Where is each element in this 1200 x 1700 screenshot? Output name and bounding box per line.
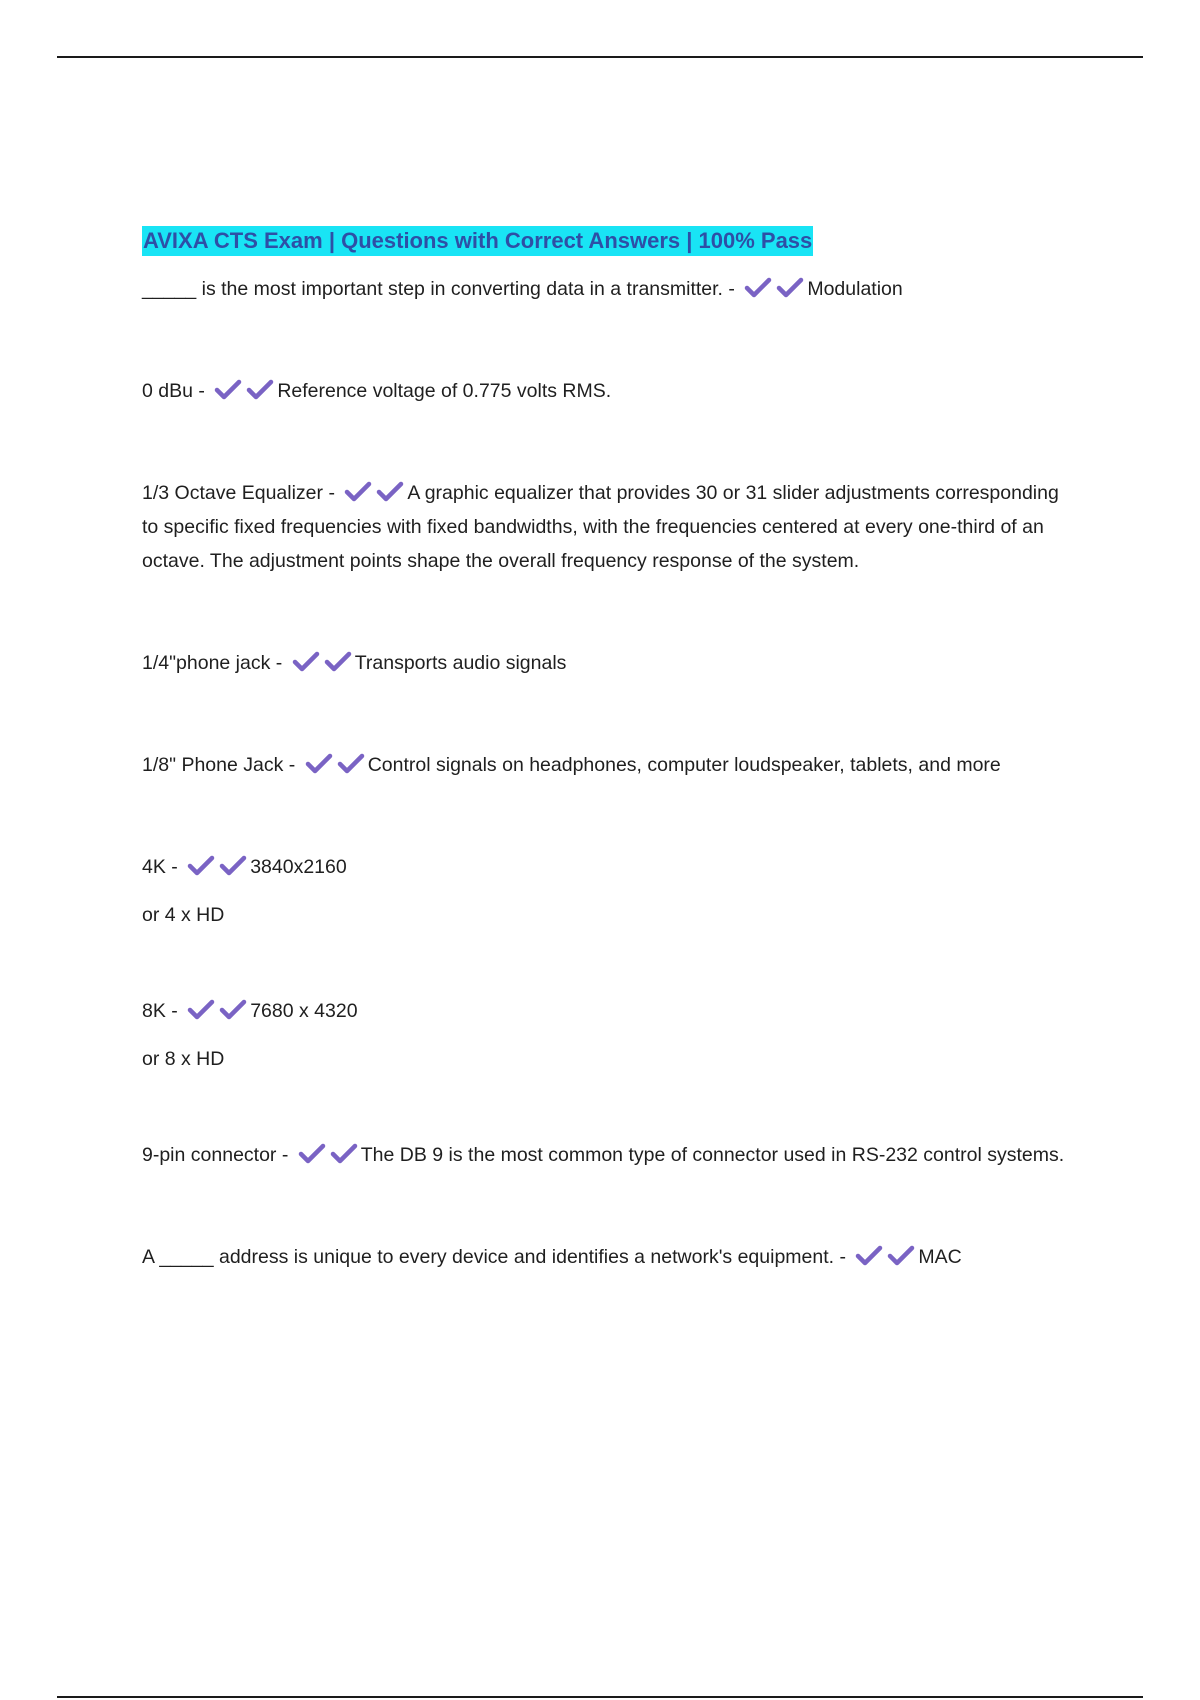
separator: - [328, 482, 335, 504]
answer-marker [214, 379, 274, 401]
answer-text: Modulation [807, 278, 903, 300]
question-term: _____ is the most important step in converting data in a transmitter. [142, 278, 723, 300]
document-title: AVIXA CTS Exam | Questions with Correct Answers | 100% Pass [142, 226, 1072, 256]
qa-entry [142, 1138, 1072, 1172]
question-term: A _____ address is unique to every device and identifies a network's equipment. [142, 1246, 835, 1268]
checkmark-icon [344, 481, 372, 503]
checkmark-icon [324, 651, 352, 673]
checkmark-icon [887, 1245, 915, 1267]
question-term: 9-pin connector [142, 1144, 277, 1166]
document-body [142, 210, 1072, 1274]
question-term: 1/3 Octave Equalizer [142, 482, 324, 504]
qa-entry [142, 994, 1072, 1028]
answer-text: 3840x2160 [250, 856, 347, 878]
answer-marker [292, 651, 352, 673]
qa-entry [142, 374, 1072, 408]
answer-text: MAC [918, 1246, 962, 1268]
separator: - [171, 1000, 178, 1022]
checkmark-icon [855, 1245, 883, 1267]
footer-rule [57, 1696, 1143, 1698]
checkmark-icon [776, 277, 804, 299]
question-term: 1/8" Phone Jack [142, 754, 284, 776]
checkmark-icon [219, 855, 247, 877]
qa-entry [142, 748, 1072, 782]
separator: - [275, 652, 283, 674]
answer-marker [187, 999, 247, 1021]
answer-marker [855, 1245, 915, 1267]
answer-text: Reference voltage of 0.775 volts RMS. [277, 380, 612, 402]
separator: - [839, 1246, 846, 1268]
separator: - [198, 380, 205, 402]
checkmark-icon [219, 999, 247, 1021]
answer-marker [744, 277, 804, 299]
qa-entry [142, 476, 1072, 578]
checkmark-icon [292, 651, 320, 673]
answer-marker [187, 855, 247, 877]
answer-marker [344, 481, 404, 503]
separator: - [171, 856, 178, 878]
checkmark-icon [246, 379, 274, 401]
qa-entry [142, 1240, 1072, 1274]
header-rule [57, 56, 1143, 58]
checkmark-icon [744, 277, 772, 299]
qa-entry [142, 850, 1072, 884]
separator: - [281, 1144, 289, 1166]
qa-entry [142, 646, 1072, 680]
answer-text: Transports audio signals [354, 652, 567, 674]
answer-marker [298, 1143, 358, 1165]
question-term: 1/4"phone jack [142, 652, 271, 674]
question-term: 4K [142, 856, 166, 878]
checkmark-icon [337, 753, 365, 775]
answer-text: Control signals on headphones, computer loudspeaker, tablets, and more [367, 754, 1001, 776]
checkmark-icon [187, 855, 215, 877]
qa-entry [142, 272, 1072, 306]
checkmark-icon [376, 481, 404, 503]
checkmark-icon [187, 999, 215, 1021]
separator: - [288, 754, 296, 776]
question-term: 0 dBu [142, 380, 193, 402]
checkmark-icon [330, 1143, 358, 1165]
question-term: 8K [142, 1000, 166, 1022]
separator: - [728, 278, 735, 300]
answer-text: 7680 x 4320 [250, 1000, 358, 1022]
answer-marker [305, 753, 365, 775]
answer-continuation: or 8 x HD [142, 1048, 225, 1070]
checkmark-icon [305, 753, 333, 775]
answer-text: The DB 9 is the most common type of connector used in RS-232 control systems. [360, 1144, 1065, 1166]
checkmark-icon [214, 379, 242, 401]
answer-continuation: or 4 x HD [142, 904, 225, 926]
answer-text: A graphic equalizer that provides 30 or 31 slider adjustments corresponding to specific fixed frequencies with fixed bandwidths, with the frequencies centered at every one-third of an octave. The adjustment points shape the overall frequency response of the system. [142, 482, 1059, 572]
checkmark-icon [298, 1143, 326, 1165]
